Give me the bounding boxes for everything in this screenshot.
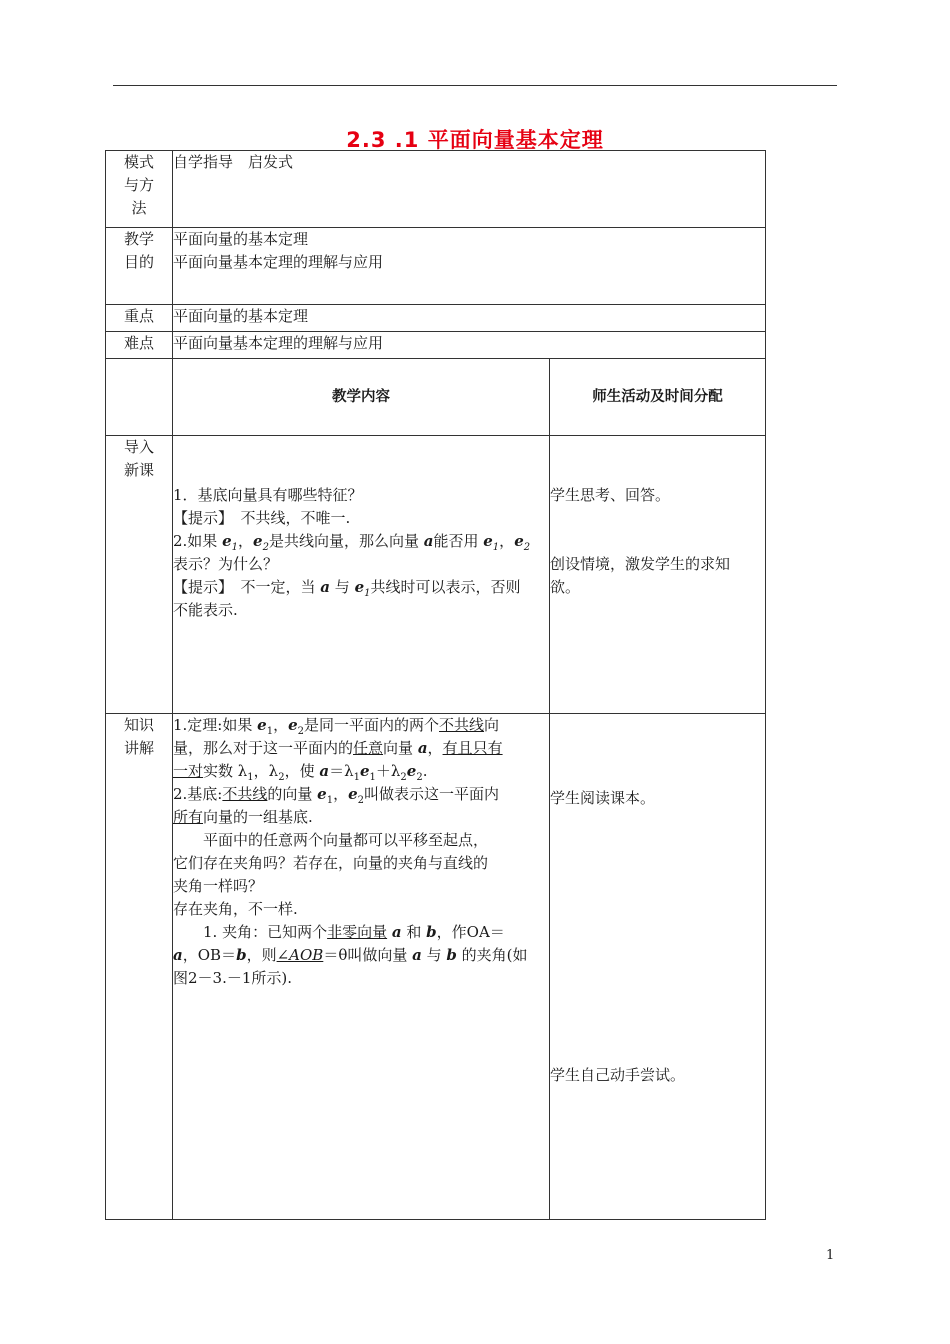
- vec-a: a: [417, 739, 428, 757]
- vec-b: b: [446, 946, 457, 964]
- vec-a: a: [423, 532, 434, 550]
- hint-text: 不共线，不唯一.: [225, 509, 351, 527]
- intro-activity: [550, 436, 766, 714]
- row-intro: [106, 436, 766, 714]
- text: 和: [401, 923, 427, 941]
- subscript: 1: [266, 726, 274, 737]
- label-difficult: 难点: [106, 332, 173, 359]
- vec-e: e: [359, 762, 370, 780]
- goal-content: [173, 228, 766, 305]
- row-difficult: [106, 332, 766, 359]
- key-content: 平面向量的基本定理: [173, 305, 766, 332]
- text: ，: [333, 785, 349, 803]
- subscript: 2: [523, 542, 531, 553]
- text: 向: [484, 716, 500, 734]
- text: ，作OA＝: [436, 923, 505, 941]
- text: 向量: [383, 739, 418, 757]
- label-line: 目的: [123, 253, 154, 271]
- difficult-content: 平面向量基本定理的理解与应用: [173, 332, 766, 359]
- header-content: 教学内容: [173, 359, 550, 436]
- text: 2.如果: [173, 532, 223, 550]
- angle-line-3: 图2－3.－1所示).: [173, 969, 293, 987]
- vec-e: e: [222, 532, 232, 550]
- vec-e: e: [253, 532, 263, 550]
- text: 与: [421, 946, 447, 964]
- text: 与: [330, 578, 355, 596]
- text: 不一定，当: [225, 578, 321, 596]
- text: ，: [238, 532, 254, 550]
- goal-line: 平面向量基本定理的理解与应用: [173, 253, 384, 271]
- knowledge-activity: [550, 714, 766, 1220]
- subscript: 2: [400, 772, 407, 783]
- subscript: 1: [492, 542, 500, 553]
- text: ＋λ: [375, 762, 401, 780]
- row-key: [106, 305, 766, 332]
- text: 2.基底:: [173, 785, 223, 803]
- vec-e: e: [483, 532, 493, 550]
- text: ，λ: [253, 762, 279, 780]
- vec-a: a: [412, 946, 422, 964]
- hint-label: 【提示】: [173, 509, 226, 527]
- header-activity: 师生活动及时间分配: [550, 359, 766, 436]
- label-line: 法: [131, 199, 147, 217]
- underlined-text: 不共线: [439, 716, 485, 734]
- vec-e: e: [257, 716, 267, 734]
- vec-b: b: [236, 946, 247, 964]
- basis-line-2: [173, 806, 549, 829]
- text: 1. 夹角：已知两个: [173, 923, 328, 941]
- activity-2: 创设情境，激发学生的求知: [550, 555, 731, 573]
- subscript: 1: [353, 772, 360, 783]
- text: 的向量: [267, 785, 318, 803]
- label-key: 重点: [106, 305, 173, 332]
- angle-line-1: [173, 921, 549, 944]
- vec-a: a: [319, 762, 330, 780]
- subscript: 2: [297, 726, 304, 737]
- question-2-line2: 表示？为什么？: [173, 555, 279, 573]
- text: 是共线向量，那么向量: [268, 532, 424, 550]
- vec-b: b: [426, 923, 437, 941]
- knowledge-content: [173, 714, 550, 1220]
- label-line: 模式: [123, 153, 154, 171]
- subscript: 2: [357, 795, 365, 806]
- underlined-text: 任意: [353, 739, 384, 757]
- text: ，OB＝: [182, 946, 237, 964]
- text: ＝θ叫做向量: [323, 946, 413, 964]
- label-line: 新课: [123, 461, 154, 479]
- paragraph-line: 平面中的任意两个向量都可以平移至起点，: [173, 831, 489, 849]
- theorem-line-2: [173, 737, 549, 760]
- text: 叫做表示这一平面内: [364, 785, 500, 803]
- paragraph-line: 它们存在夹角吗？若存在，向量的夹角与直线的: [173, 854, 489, 872]
- theorem-line-1: [173, 714, 549, 737]
- text: 共线时可以表示，否则: [370, 578, 521, 596]
- vec-e: e: [288, 716, 298, 734]
- vec-e: e: [348, 785, 358, 803]
- row-headers: [106, 359, 766, 436]
- hint-1: [173, 507, 549, 530]
- underlined-text: 非零向量: [327, 923, 388, 941]
- page-number: 1: [826, 1248, 835, 1263]
- hint-2-line2: 不能表示.: [173, 601, 238, 619]
- goal-line: 平面向量的基本定理: [173, 230, 309, 248]
- text: ，使: [284, 762, 320, 780]
- spacer: [550, 810, 765, 1064]
- vec-a: a: [173, 946, 183, 964]
- underlined-text: 所有: [173, 808, 204, 826]
- header-rule: [113, 85, 837, 86]
- vec-e: e: [406, 762, 417, 780]
- row-knowledge: [106, 714, 766, 1220]
- page-title: 2.3 .1 平面向量基本定理: [346, 128, 604, 152]
- spacer: [550, 714, 765, 787]
- spacer: [550, 507, 765, 553]
- activity-1: 学生思考、回答。: [550, 486, 671, 504]
- label-intro: [106, 436, 173, 714]
- vec-a: a: [320, 578, 331, 596]
- activity-2-line2: 欲。: [550, 578, 581, 596]
- question-2: [173, 530, 549, 553]
- vec-e: e: [514, 532, 524, 550]
- paragraph-line: 夹角一样吗？: [173, 877, 264, 895]
- text: 能否用: [433, 532, 484, 550]
- basis-line-1: [173, 783, 549, 806]
- text: ，: [499, 532, 515, 550]
- activity-2: 学生自己动手尝试。: [550, 1066, 686, 1084]
- theorem-line-3: [173, 760, 549, 783]
- subscript: 2: [416, 772, 423, 783]
- angle-line-2: [173, 944, 549, 967]
- underlined-text: 不共线: [222, 785, 268, 803]
- lesson-table: [105, 150, 766, 1220]
- label-line: 与方: [123, 176, 154, 194]
- vec-e: e: [354, 578, 365, 596]
- text: 1.定理:如果: [173, 716, 258, 734]
- paragraph-line: 存在夹角，不一样.: [173, 900, 298, 918]
- text: ＝λ: [329, 762, 354, 780]
- subscript: 1: [326, 795, 334, 806]
- subscript: 2: [262, 542, 269, 553]
- label-line: 讲解: [123, 739, 154, 757]
- subscript: 2: [278, 772, 285, 783]
- text: 是同一平面内的两个: [304, 716, 440, 734]
- text: 向量的一组基底.: [203, 808, 313, 826]
- label-mode: [106, 151, 173, 228]
- text: ，: [273, 716, 289, 734]
- hint-label: 【提示】: [173, 578, 226, 596]
- text: ，: [427, 739, 443, 757]
- text: 的夹角(如: [456, 946, 528, 964]
- mode-content: 自学指导 启发式: [173, 151, 766, 228]
- label-line: 知识: [123, 716, 154, 734]
- text: 量，那么对于这一平面内的: [173, 739, 354, 757]
- underlined-text: 有且只有: [442, 739, 503, 757]
- text: 实数 λ: [203, 762, 248, 780]
- row-goal: [106, 228, 766, 305]
- text: ，则: [246, 946, 277, 964]
- underlined-text: 一对: [173, 762, 204, 780]
- text: .: [422, 762, 428, 780]
- subscript: 1: [364, 588, 371, 599]
- label-line: 教学: [123, 230, 154, 248]
- row-mode: [106, 151, 766, 228]
- label-goal: [106, 228, 173, 305]
- subscript: 1: [369, 772, 376, 783]
- intro-content: [173, 436, 550, 714]
- activity-1: 学生阅读课本。: [550, 789, 656, 807]
- label-knowledge: [106, 714, 173, 1220]
- header-empty: [106, 359, 173, 436]
- subscript: 1: [231, 542, 239, 553]
- angle-aob: ∠AOB: [276, 946, 324, 964]
- hint-2: [173, 576, 549, 599]
- vec-a: a: [391, 923, 402, 941]
- vec-e: e: [317, 785, 327, 803]
- label-line: 导入: [123, 438, 154, 456]
- subscript: 1: [247, 772, 254, 783]
- question-1: 1．基底向量具有哪些特征？: [173, 486, 363, 504]
